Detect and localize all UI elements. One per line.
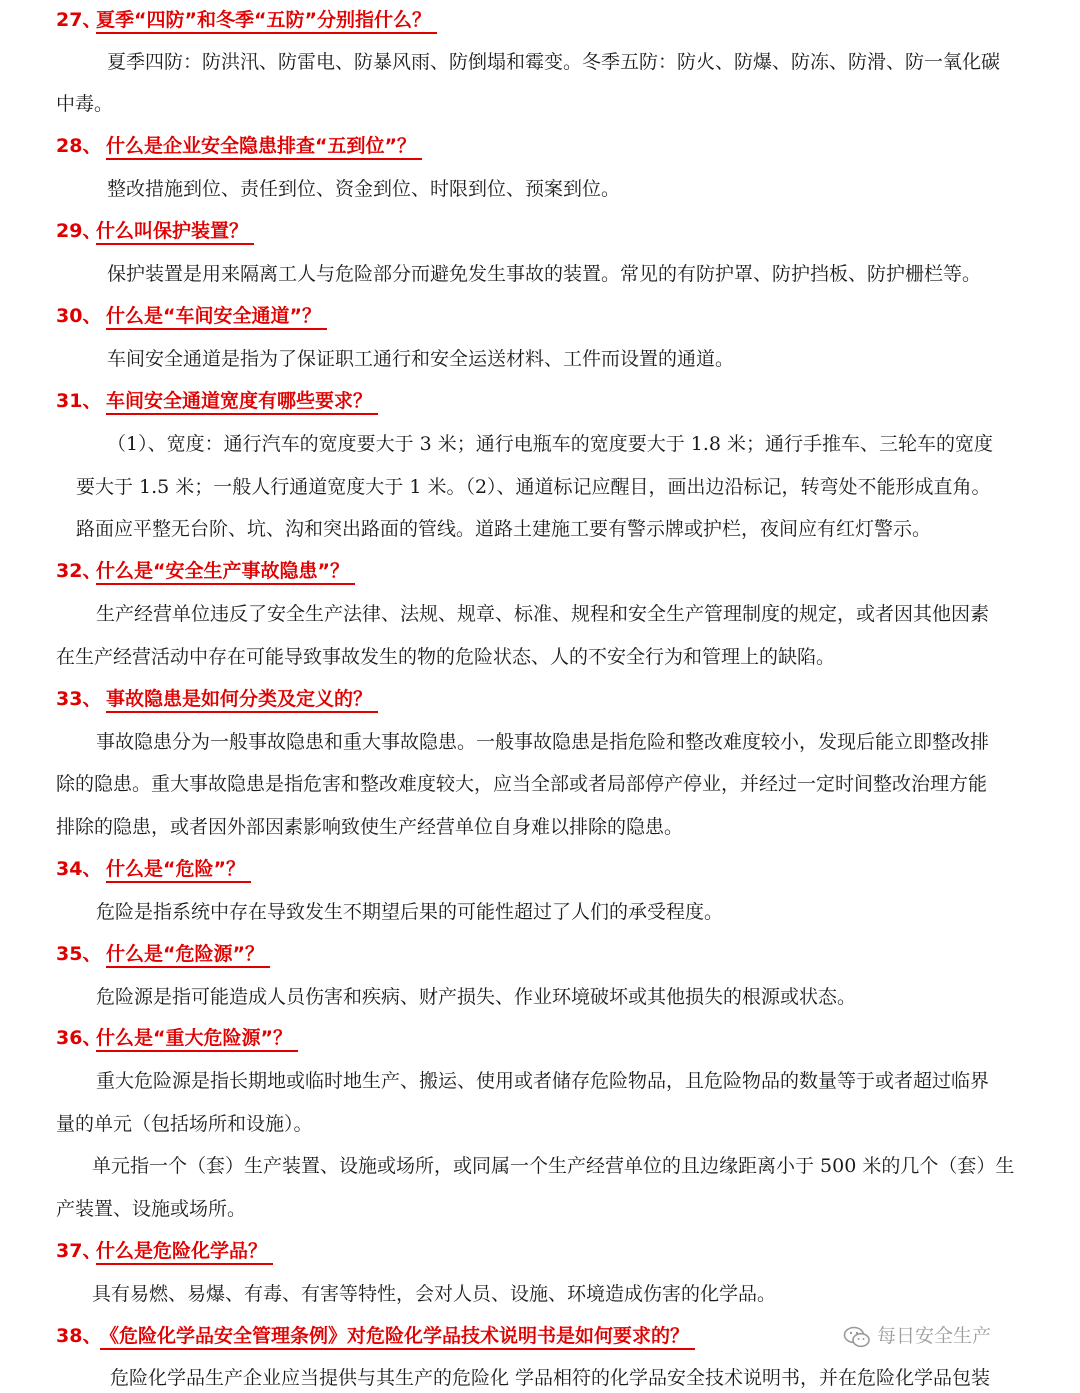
answer-line: 除的隐患。重大事故隐患是指危害和整改难度较大，应当全部或者局部停产停业，并经过一定时间整改治理方能 xyxy=(56,773,988,795)
question-title: 《危险化学品安全管理条例》对危险化学品技术说明书是如何要求的？ xyxy=(100,1324,695,1350)
watermark-text: 每日安全生产 xyxy=(877,1325,992,1347)
question-number: 28、 xyxy=(56,135,102,157)
question-title: 什么叫保护装置？ xyxy=(96,219,254,245)
question-number: 29、 xyxy=(56,220,102,242)
answer-line: 要大于 1.5 米；一般人行通道宽度大于 1 米。（2）、通道标记应醒目，画出边沿标记，转弯处不能形成直角。 xyxy=(76,476,991,498)
answer-line: 保护装置是用来隔离工人与危险部分而避免发生事故的装置。常见的有防护罩、防护挡板、防护栅栏等。 xyxy=(107,263,982,285)
answer-line: 在生产经营活动中存在可能导致事故发生的物的危险状态、人的不安全行为和管理上的缺陷。 xyxy=(56,646,836,668)
question-title: 什么是“重大危险源”？ xyxy=(96,1026,298,1052)
question-38 xyxy=(56,1322,695,1350)
answer-line: 事故隐患分为一般事故隐患和重大事故隐患。一般事故隐患是指危险和整改难度较小，发现后能立即整改排 xyxy=(96,731,990,753)
question-number: 27、 xyxy=(56,9,102,31)
question-28 xyxy=(56,132,422,160)
question-number: 35、 xyxy=(56,943,102,965)
answer-line: 车间安全通道是指为了保证职工通行和安全运送材料、工件而设置的通道。 xyxy=(107,348,735,370)
question-30 xyxy=(56,302,327,330)
question-35 xyxy=(56,940,270,968)
question-37 xyxy=(56,1237,273,1265)
question-number: 36、 xyxy=(56,1027,102,1049)
question-number: 30、 xyxy=(56,305,102,327)
question-title: 什么是企业安全隐患排查“五到位”？ xyxy=(106,134,422,160)
question-36 xyxy=(56,1024,298,1052)
question-31 xyxy=(56,387,378,415)
question-number: 38、 xyxy=(56,1325,102,1347)
answer-line: （1）、宽度：通行汽车的宽度要大于 3 米；通行电瓶车的宽度要大于 1.8 米；通行手推车、三轮车的宽度 xyxy=(107,433,994,455)
watermark xyxy=(843,1322,991,1350)
question-title: 什么是“车间安全通道”？ xyxy=(106,304,327,330)
question-title: 夏季“四防”和冬季“五防”分别指什么？ xyxy=(96,8,437,34)
answer-line: 单元指一个（套）生产装置、设施或场所，或同属一个生产经营单位的且边缘距离小于 500 米的几个（套）生 xyxy=(92,1155,1015,1177)
question-title: 什么是“危险源”？ xyxy=(106,942,270,968)
question-title: 什么是危险化学品？ xyxy=(96,1239,273,1265)
question-27 xyxy=(56,6,437,34)
answer-line: 夏季四防：防洪汛、防雷电、防暴风雨、防倒塌和霉变。冬季五防：防火、防爆、防冻、防滑、防一氧化碳 xyxy=(107,51,1001,73)
question-title: 什么是“安全生产事故隐患”？ xyxy=(96,559,355,585)
question-number: 33、 xyxy=(56,688,102,710)
question-number: 32、 xyxy=(56,560,102,582)
answer-line: 重大危险源是指长期地或临时地生产、搬运、使用或者储存危险物品，且危险物品的数量等于或者超过临界 xyxy=(96,1070,990,1092)
answer-line: 具有易燃、易爆、有毒、有害等特性，会对人员、设施、环境造成伤害的化学品。 xyxy=(92,1283,777,1305)
question-34 xyxy=(56,855,251,883)
answer-line: 中毒。 xyxy=(56,93,114,115)
question-number: 37、 xyxy=(56,1240,102,1262)
answer-line: 生产经营单位违反了安全生产法律、法规、规章、标准、规程和安全生产管理制度的规定，或者因其他因素 xyxy=(96,603,990,625)
wechat-icon xyxy=(843,1325,877,1347)
question-number: 31、 xyxy=(56,390,102,412)
answer-line: 危险是指系统中存在导致发生不期望后果的可能性超过了人们的承受程度。 xyxy=(96,901,724,923)
answer-line: 排除的隐患，或者因外部因素影响致使生产经营单位自身难以排除的隐患。 xyxy=(56,816,684,838)
answer-line: 整改措施到位、责任到位、资金到位、时限到位、预案到位。 xyxy=(107,178,621,200)
answer-line: 量的单元（包括场所和设施）。 xyxy=(56,1113,313,1135)
answer-line: 危险源是指可能造成人员伤害和疾病、财产损失、作业环境破坏或其他损失的根源或状态。 xyxy=(96,986,857,1008)
answer-line: 路面应平整无台阶、坑、沟和突出路面的管线。道路土建施工要有警示牌或护栏，夜间应有红灯警示。 xyxy=(76,518,932,540)
question-33 xyxy=(56,685,378,713)
answer-line: 危险化学品生产企业应当提供与其生产的危险化 学品相符的化学品安全技术说明书，并在危险化学品包装 xyxy=(110,1367,991,1389)
question-title: 车间安全通道宽度有哪些要求？ xyxy=(106,389,378,415)
question-title: 什么是“危险”？ xyxy=(106,857,251,883)
question-29 xyxy=(56,217,254,245)
question-32 xyxy=(56,557,355,585)
question-number: 34、 xyxy=(56,858,102,880)
answer-line: 产装置、设施或场所。 xyxy=(56,1198,247,1220)
question-title: 事故隐患是如何分类及定义的？ xyxy=(106,687,378,713)
